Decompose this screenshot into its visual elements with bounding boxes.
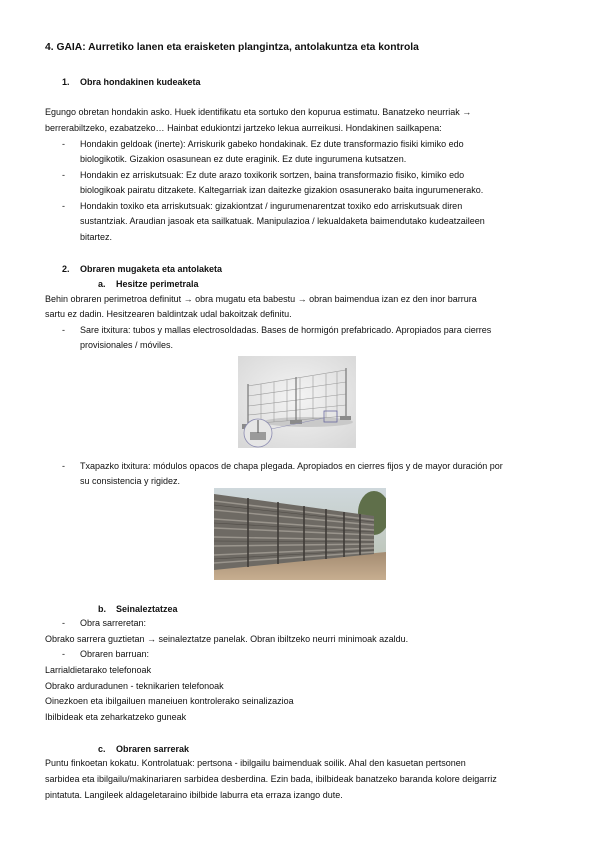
- section-2-heading: Obraren mugaketa eta antolaketa: [80, 264, 223, 274]
- entrances-paragraph-line-2: sarbidea eta ibilgailu/makinariaren sarbidea desberdina. Ezin bada, ibilbideak banatzeko baranda kolore deigarriz: [45, 774, 497, 784]
- inside-item-4: Ibilbideak eta zeharkatzeko guneak: [45, 712, 187, 722]
- page-title: 4. GAIA: Aurretiko lanen eta eraisketen plangintza, antolakuntza eta kontrola: [45, 42, 419, 53]
- perimeter-paragraph-line-2: sartu ez dadin. Hesitzearen baldintzak udal bakoitzak definitu.: [45, 309, 292, 319]
- section-1-heading: Obra hondakinen kudeaketa: [80, 77, 201, 87]
- subsection-c-letter: c.: [98, 744, 106, 754]
- entrance-label: Obra sarreretan:: [80, 618, 147, 628]
- mesh-fence-line-1: Sare itxitura: tubos y mallas electrosoldadas. Bases de hormigón prefabricado. Apropiados para cierres: [80, 325, 492, 335]
- sheet-fence-line-2: su consistencia y rigidez.: [80, 476, 181, 486]
- waste-bullet-3-line-3: bitartez.: [80, 232, 113, 242]
- bullet-dash: -: [62, 170, 65, 180]
- mesh-fence-photo: [238, 356, 356, 448]
- entrances-paragraph-line-3: pintatuta. Langileek aldageletaraino ibilbide laburra eta erraza izango dute.: [45, 790, 343, 800]
- inside-item-1: Larrialdietarako telefonoak: [45, 665, 152, 675]
- section-2-number: 2.: [62, 264, 70, 274]
- waste-bullet-3-line-2: sustantziak. Araudian jasoak eta sailkatuak. Manipulazioa / lekualdaketa baimendutako kudeatzaileen: [80, 216, 485, 226]
- waste-bullet-2-line-2: biologikoak pairatu ditzakete. Kaltegarriak izan daitezke gizakion osasunerako baita ingurumenerako.: [80, 185, 484, 195]
- perimeter-paragraph-line-1: Behin obraren perimetroa definitut → obra mugatu eta babestu → obran baimendua izan ez den inor barrura: [45, 294, 477, 304]
- sheet-fence-photo: [214, 488, 386, 580]
- mesh-fence-line-2: provisionales / móviles.: [80, 340, 174, 350]
- subsection-c-heading: Obraren sarrerak: [116, 744, 190, 754]
- bullet-dash: -: [62, 139, 65, 149]
- inside-item-2: Obrako arduradunen - teknikarien telefonoak: [45, 681, 224, 691]
- section-1-intro-line-2: berrerabiltzeko, ezabatzeko… Hainbat edukiontzi jartzeko lekua aurreikusi. Hondakinen sailkapena:: [45, 123, 442, 133]
- entrance-text: Obrako sarrera guztietan → seinaleztatze panelak. Obran ibiltzeko neurri minimoak azaldu.: [45, 634, 409, 644]
- inside-item-3: Oinezkoen eta ibilgailuen maneiuen kontrolerako seinalizazioa: [45, 696, 294, 706]
- waste-bullet-3-line-1: Hondakin toxiko eta arriskutsuak: gizakiontzat / ingurumenarentzat toxiko edo arriskutsuak diren: [80, 201, 463, 211]
- waste-bullet-2-line-1: Hondakin ez arriskutsuak: Ez dute arazo toxikorik sortzen, baina transformazio fisiko, kimiko edo: [80, 170, 465, 180]
- entrances-paragraph-line-1: Puntu finkoetan kokatu. Kontrolatuak: pertsona - ibilgailu baimenduak soilik. Ahal den kasuetan pertsonen: [45, 758, 466, 768]
- subsection-b-heading: Seinaleztatzea: [116, 604, 178, 614]
- bullet-dash: -: [62, 201, 65, 211]
- inside-label: Obraren barruan:: [80, 649, 150, 659]
- subsection-a-heading: Hesitze perimetrala: [116, 279, 199, 289]
- bullet-dash: -: [62, 461, 65, 471]
- section-1-number: 1.: [62, 77, 70, 87]
- waste-bullet-1-line-2: biologikotik. Gizakion osasunean ez dute eraginik. Ez dute ingurumena kutsatzen.: [80, 154, 407, 164]
- bullet-dash: -: [62, 649, 65, 659]
- section-1-intro-line-1: Egungo obretan hondakin asko. Huek identifikatu eta sortuko den kopurua estimatu. Banatzeko neurriak →: [45, 107, 472, 117]
- bullet-dash: -: [62, 618, 65, 628]
- subsection-b-letter: b.: [98, 604, 106, 614]
- sheet-fence-line-1: Txapazko itxitura: módulos opacos de chapa plegada. Apropiados en cierres fijos y de mayor duración por: [80, 461, 503, 471]
- subsection-a-letter: a.: [98, 279, 106, 289]
- bullet-dash: -: [62, 325, 65, 335]
- waste-bullet-1-line-1: Hondakin geldoak (inerte): Arriskurik gabeko hondakinak. Ez dute transformazio fisiki kimiko edo: [80, 139, 464, 149]
